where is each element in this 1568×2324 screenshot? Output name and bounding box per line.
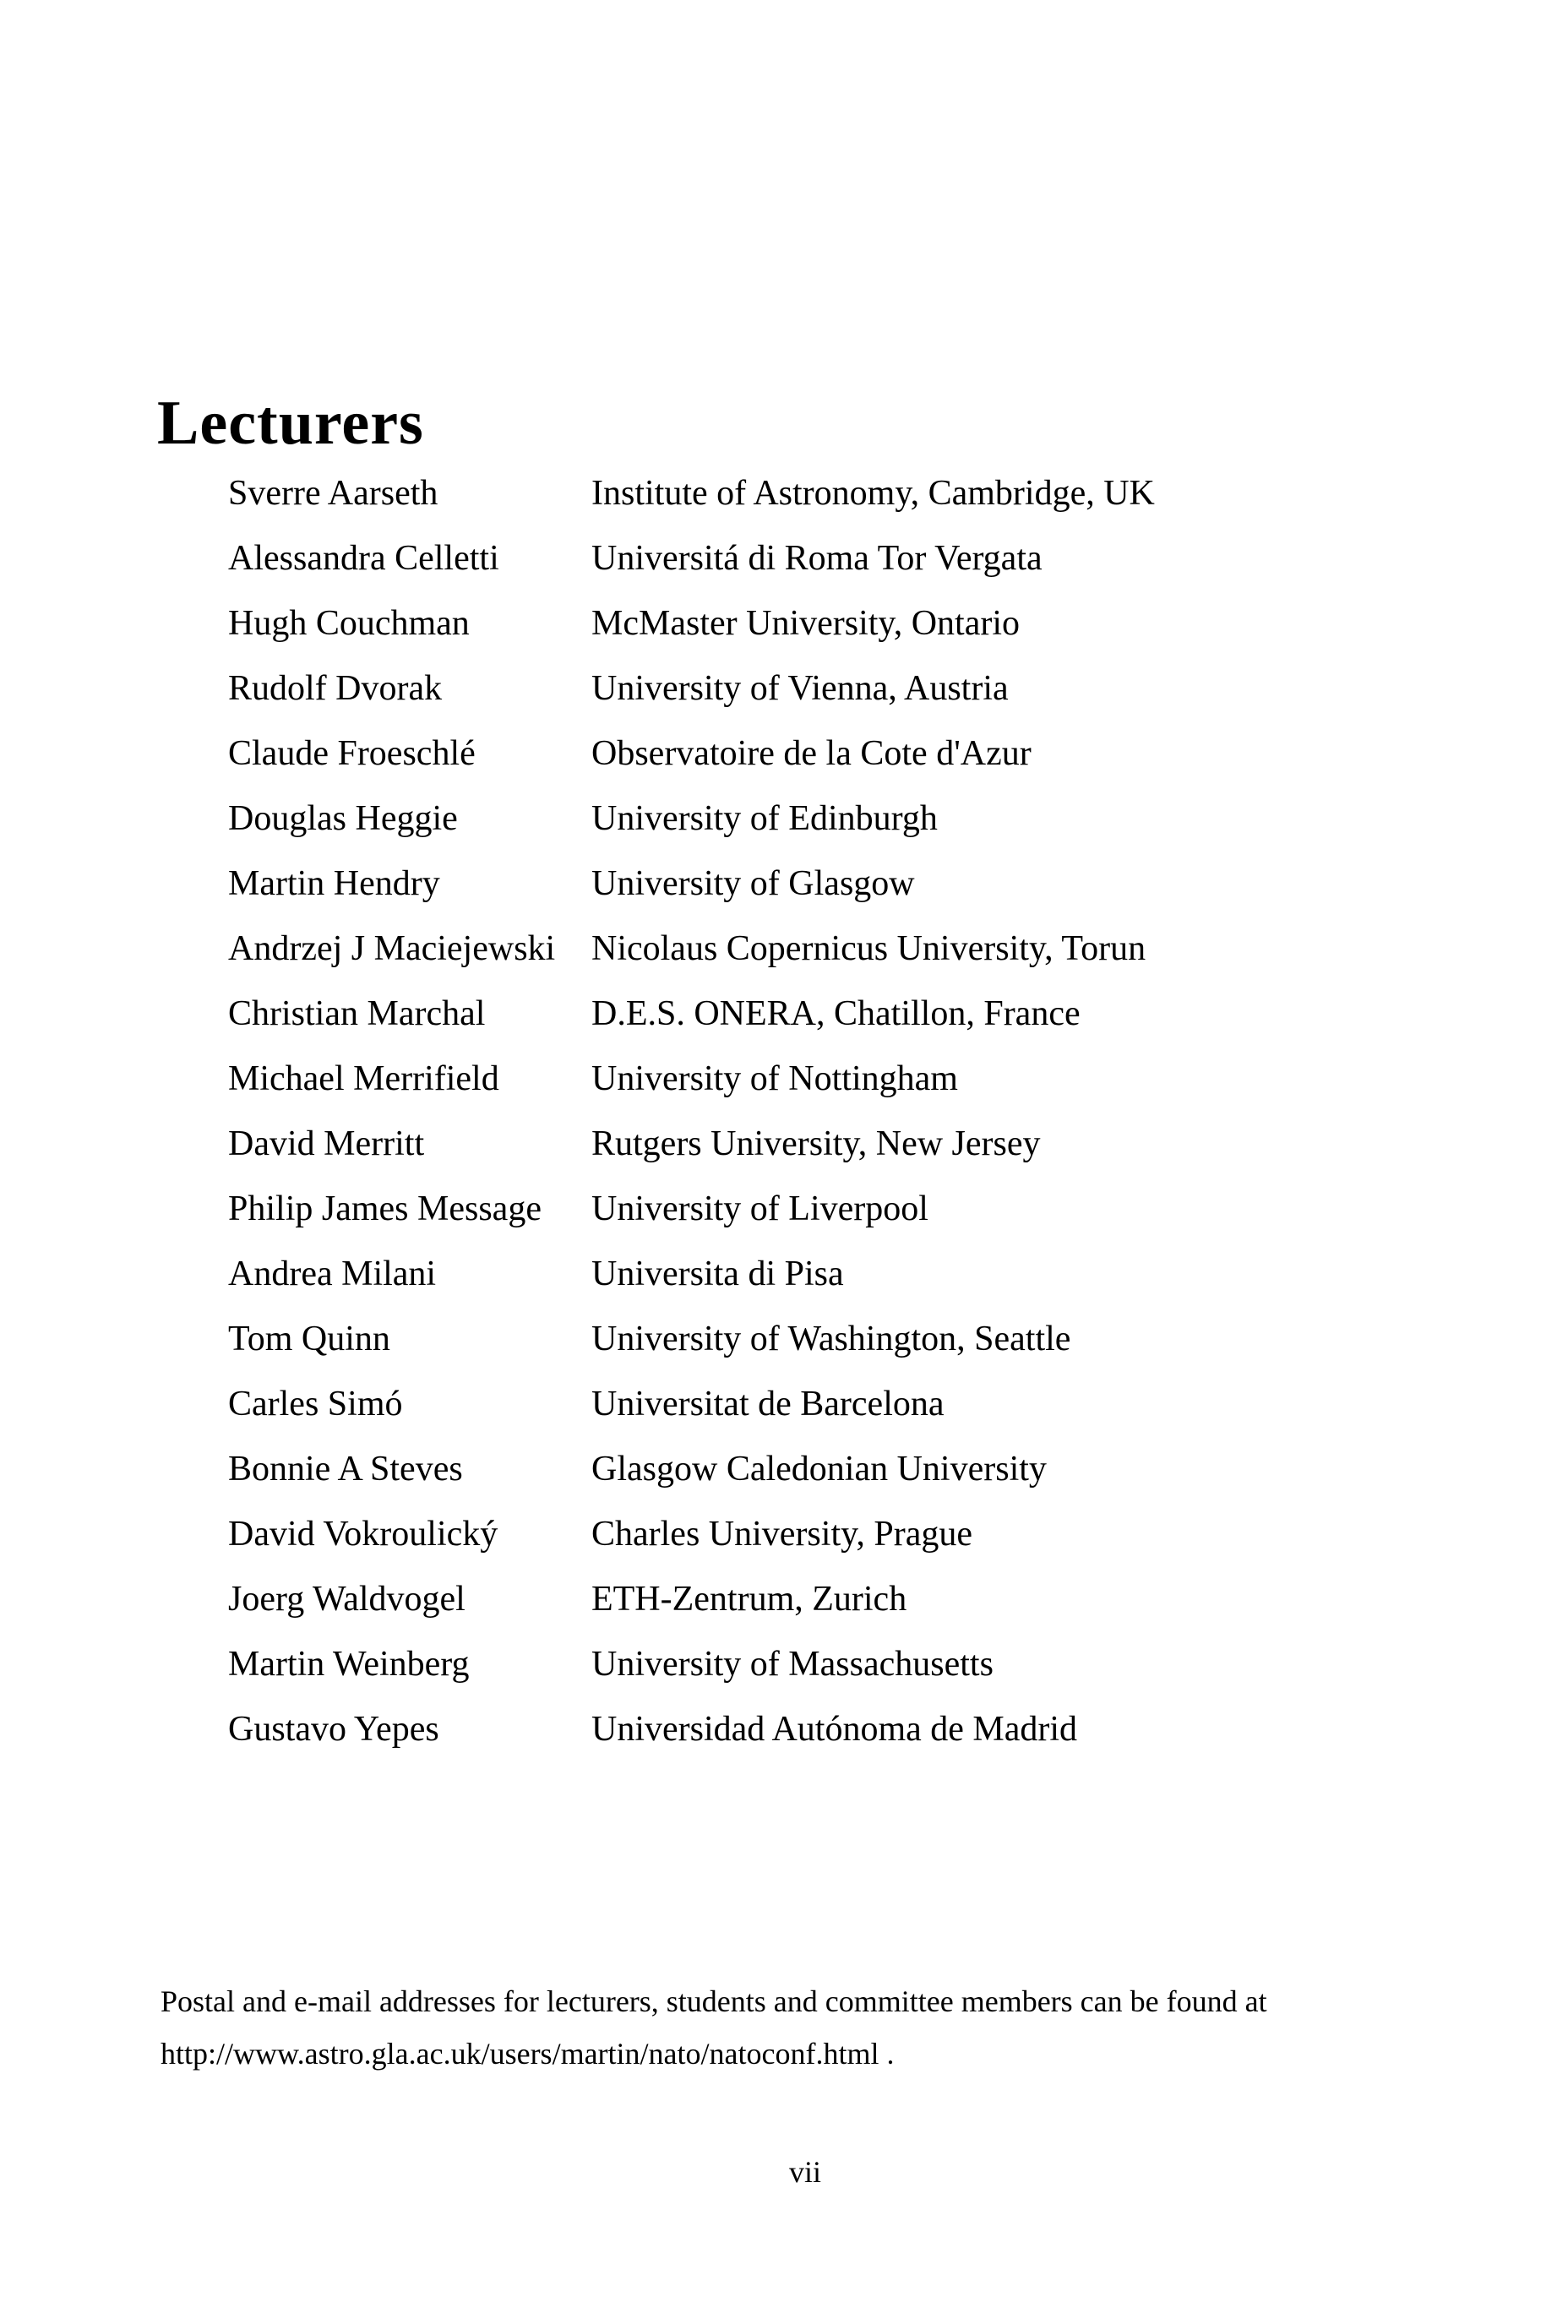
lecturer-affiliation: Universita di Pisa bbox=[591, 1255, 844, 1293]
lecturer-name: Martin Hendry bbox=[228, 864, 440, 903]
lecturer-affiliation: University of Glasgow bbox=[591, 864, 915, 903]
lecturer-name: Sverre Aarseth bbox=[228, 474, 438, 513]
lecturer-name: Bonnie A Steves bbox=[228, 1450, 463, 1489]
lecturer-row bbox=[228, 1256, 1155, 1321]
lecturer-name: Hugh Couchman bbox=[228, 604, 470, 643]
lecturer-row bbox=[228, 1386, 1155, 1451]
lecturer-name: Carles Simó bbox=[228, 1385, 403, 1423]
lecturer-name: Alessandra Celletti bbox=[228, 539, 499, 578]
lecturer-affiliation: Institute of Astronomy, Cambridge, UK bbox=[591, 474, 1155, 513]
lecturer-affiliation: Universitá di Roma Tor Vergata bbox=[591, 539, 1043, 578]
lecturer-row bbox=[228, 1581, 1155, 1646]
lecturer-name: Tom Quinn bbox=[228, 1320, 390, 1358]
lecturer-row bbox=[228, 476, 1155, 541]
lecturer-row bbox=[228, 1451, 1155, 1516]
lecturer-affiliation: University of Vienna, Austria bbox=[591, 669, 1009, 708]
lecturer-name: Douglas Heggie bbox=[228, 799, 458, 838]
lecturer-affiliation: University of Washington, Seattle bbox=[591, 1320, 1071, 1358]
lecturer-name: Michael Merrifield bbox=[228, 1059, 499, 1098]
lecturer-affiliation: Universitat de Barcelona bbox=[591, 1385, 945, 1423]
lecturer-row bbox=[228, 931, 1155, 996]
lecturer-affiliation: Universidad Autónoma de Madrid bbox=[591, 1710, 1078, 1749]
lecturer-name: David Merritt bbox=[228, 1124, 425, 1163]
lecturer-name: Joerg Waldvogel bbox=[228, 1580, 466, 1619]
lecturer-affiliation: ETH-Zentrum, Zurich bbox=[591, 1580, 907, 1619]
lecturer-name: Christian Marchal bbox=[228, 994, 486, 1033]
lecturer-affiliation: McMaster University, Ontario bbox=[591, 604, 1020, 643]
lecturer-row bbox=[228, 996, 1155, 1061]
lecturer-affiliation: D.E.S. ONERA, Chatillon, France bbox=[591, 994, 1081, 1033]
lecturer-row bbox=[228, 1061, 1155, 1126]
lecturer-name: Andrzej J Maciejewski bbox=[228, 929, 556, 968]
lecturer-name: Philip James Message bbox=[228, 1189, 542, 1228]
page-number: vii bbox=[788, 2155, 821, 2189]
lecturer-affiliation: Charles University, Prague bbox=[591, 1515, 973, 1554]
footer-note-url: http://www.astro.gla.ac.uk/users/martin/nato/natoconf.html . bbox=[161, 2037, 895, 2071]
lecturer-affiliation: Rutgers University, New Jersey bbox=[591, 1124, 1041, 1163]
lecturer-row bbox=[228, 1126, 1155, 1191]
lecturer-affiliation: Glasgow Caledonian University bbox=[591, 1450, 1047, 1489]
footer-note bbox=[161, 1975, 1478, 2080]
lecturer-name: Gustavo Yepes bbox=[228, 1710, 439, 1749]
lecturer-name: Claude Froeschlé bbox=[228, 734, 476, 773]
lecturer-row bbox=[228, 671, 1155, 736]
lecturer-name: David Vokroulický bbox=[228, 1515, 498, 1554]
lecturer-affiliation: University of Massachusetts bbox=[591, 1645, 994, 1684]
page-title: Lecturers bbox=[157, 388, 424, 458]
lecturer-row bbox=[228, 1321, 1155, 1386]
lecturer-affiliation: University of Liverpool bbox=[591, 1189, 928, 1228]
footer-note-line1: Postal and e-mail addresses for lecturers, students and committee members can be found at bbox=[161, 1984, 1267, 2018]
lecturer-name: Rudolf Dvorak bbox=[228, 669, 443, 708]
lecturer-name: Andrea Milani bbox=[228, 1255, 437, 1293]
lecturer-name: Martin Weinberg bbox=[228, 1645, 470, 1684]
lecturer-affiliation: University of Edinburgh bbox=[591, 799, 938, 838]
lecturer-row bbox=[228, 736, 1155, 801]
lecturer-list bbox=[228, 476, 1155, 1777]
lecturer-row bbox=[228, 1712, 1155, 1777]
lecturer-row bbox=[228, 1646, 1155, 1712]
lecturer-row bbox=[228, 606, 1155, 671]
lecturer-affiliation: University of Nottingham bbox=[591, 1059, 958, 1098]
lecturer-row bbox=[228, 1516, 1155, 1581]
lecturer-row bbox=[228, 866, 1155, 931]
lecturer-affiliation: Observatoire de la Cote d'Azur bbox=[591, 734, 1032, 773]
lecturer-row bbox=[228, 541, 1155, 606]
lecturer-row bbox=[228, 801, 1155, 866]
lecturer-row bbox=[228, 1191, 1155, 1256]
lecturer-affiliation: Nicolaus Copernicus University, Torun bbox=[591, 929, 1146, 968]
